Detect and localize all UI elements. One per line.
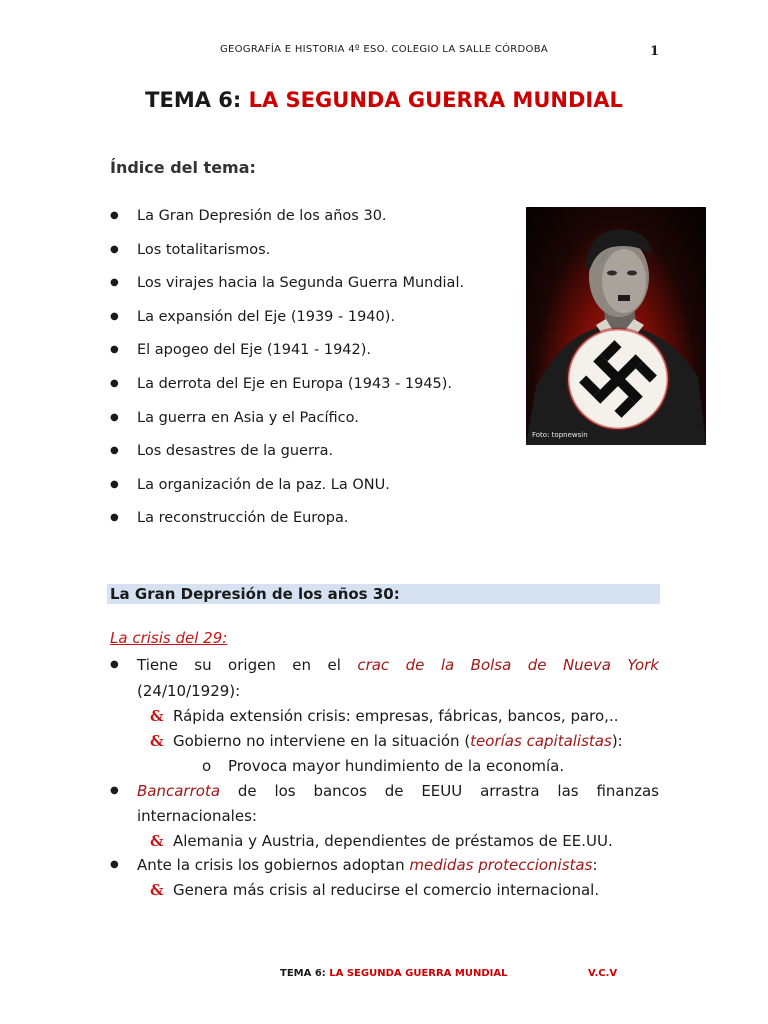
bullet-emphasis: medidas proteccionistas [409, 856, 593, 874]
bullet-text: : [592, 856, 598, 874]
index-item: ● Los totalitarismos. [110, 238, 464, 272]
sub-point-text: Gobierno no interviene en la situación ( [173, 732, 471, 750]
index-item: ● Los desastres de la guerra. [110, 439, 464, 473]
index-heading: Índice del tema: [110, 158, 256, 177]
title-prefix: TEMA 6: [145, 88, 249, 112]
index-list [110, 204, 464, 540]
page-header: GEOGRAFÍA E HISTORIA 4º ESO. COLEGIO LA SALLE CÓRDOBA [219, 44, 549, 55]
photo-caption: Foto: topnewsin [532, 431, 588, 439]
bullet-text: de los bancos de EEUU arrastra las finanzas [237, 782, 659, 800]
content-bullet [137, 853, 598, 877]
bullet-text: Ante la crisis los gobiernos adoptan [137, 856, 410, 874]
sub-point-text: ): [611, 732, 623, 750]
footer-prefix: TEMA 6: [280, 968, 330, 979]
index-item: ● La Gran Depresión de los años 30. [110, 204, 464, 238]
portrait-illustration [526, 207, 706, 445]
index-item: ● La guerra en Asia y el Pacífico. [110, 406, 464, 440]
page-number: 1 [650, 44, 660, 59]
bullet-emphasis: Bancarrota [137, 782, 221, 800]
sub-point: & Alemania y Austria, dependientes de préstamos de EE.UU. [173, 829, 613, 853]
index-item: ● Los virajes hacia la Segunda Guerra Mundial. [110, 271, 464, 305]
index-item: ● La reconstrucción de Europa. [110, 506, 464, 540]
title-main: LA SEGUNDA GUERRA MUNDIAL [248, 88, 623, 112]
sub-point [173, 729, 623, 753]
content-bullet [137, 653, 659, 677]
index-item: ● La expansión del Eje (1939 - 1940). [110, 305, 464, 339]
index-item: ● El apogeo del Eje (1941 - 1942). [110, 338, 464, 372]
bullet-continuation: (24/10/1929): [137, 682, 241, 700]
sub-point: & Genera más crisis al reducirse el comercio internacional. [173, 878, 599, 902]
subsection-title: La crisis del 29: [110, 629, 228, 647]
index-item: ● La derrota del Eje en Europa (1943 - 1945). [110, 372, 464, 406]
footer-title [280, 968, 507, 979]
portrait-photo [526, 207, 706, 445]
bullet-text: Tiene su origen en el [137, 656, 341, 674]
footer-author: V.C.V [588, 968, 618, 979]
bullet-emphasis: crac de la Bolsa de Nueva York [357, 656, 659, 674]
document-title [0, 88, 768, 112]
section-title: La Gran Depresión de los años 30: [110, 585, 400, 603]
sub-sub-point: o Provoca mayor hundimiento de la economía. [228, 754, 564, 778]
sub-point-emphasis: teorías capitalistas [470, 732, 612, 750]
index-item: ● La organización de la paz. La ONU. [110, 473, 464, 507]
content-bullet [137, 779, 659, 803]
bullet-continuation: internacionales: [137, 807, 257, 825]
sub-point: & Rápida extensión crisis: empresas, fábricas, bancos, paro,.. [173, 704, 618, 728]
footer-main: LA SEGUNDA GUERRA MUNDIAL [329, 968, 508, 979]
